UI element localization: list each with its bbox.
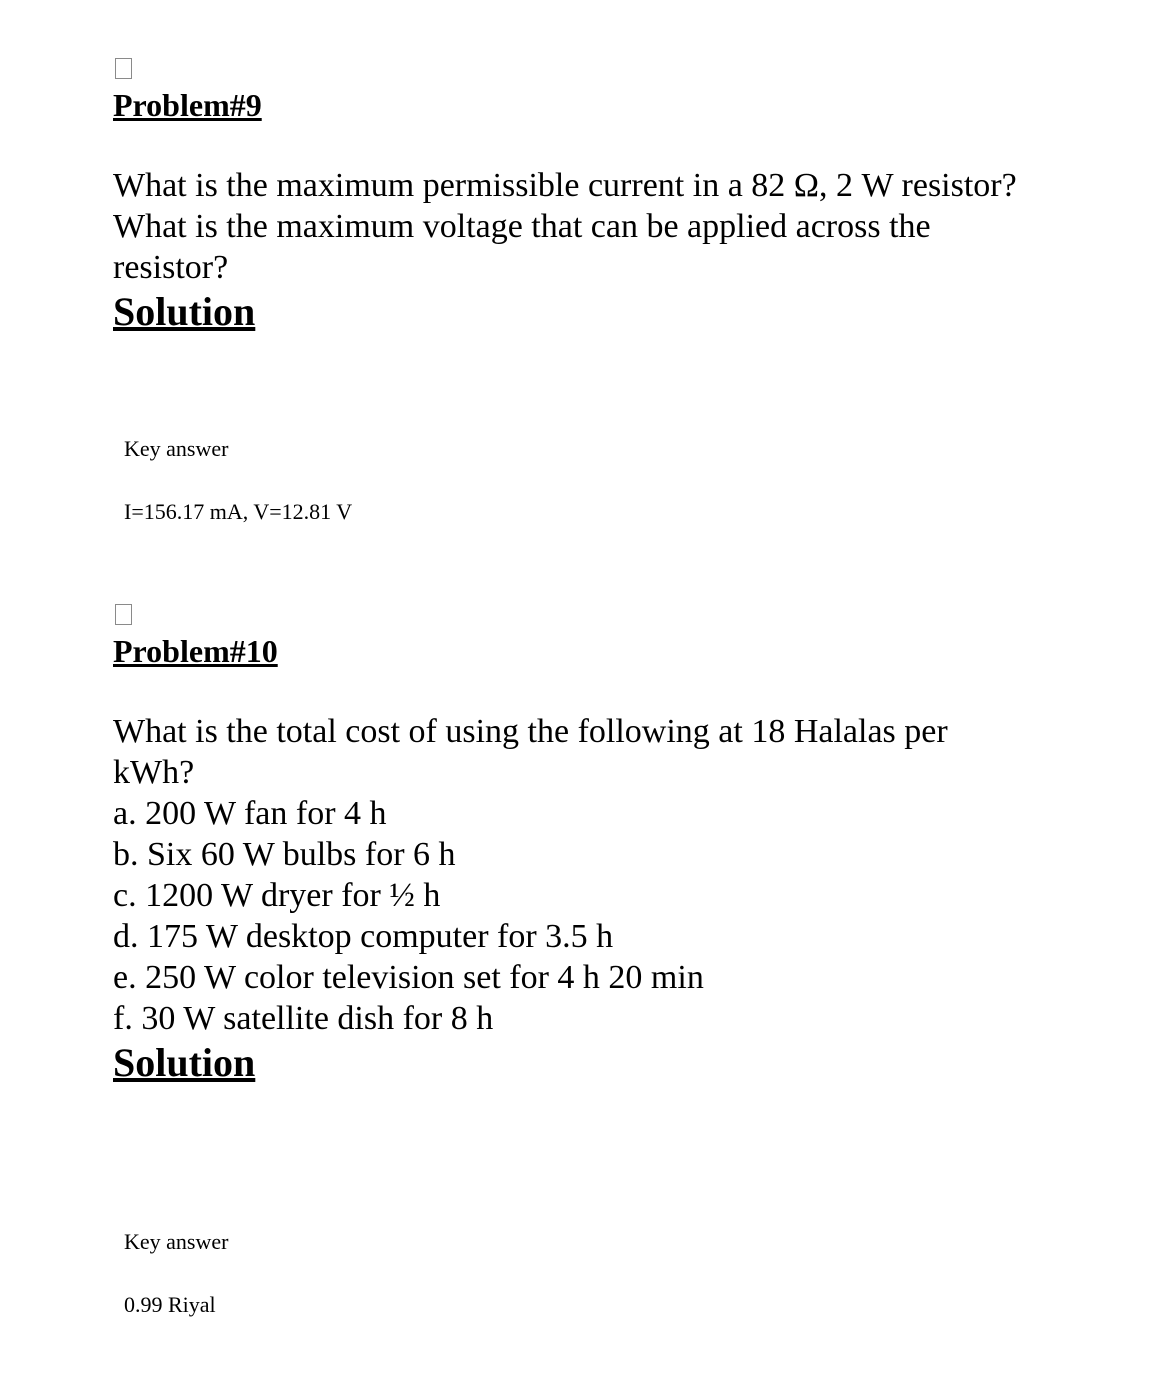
problem-10-key-label: Key answer [124,1229,229,1254]
problem-9-key-value: I=156.17 mA, V=12.81 V [124,499,353,524]
problem-10-checkbox[interactable] [115,604,132,625]
question-item: d. 175 W desktop computer for 3.5 h [113,918,614,955]
problem-9-title: Problem#9 [113,87,262,123]
spacer [113,1255,1113,1292]
question-item: f. 30 W satellite dish for 8 h [113,1000,494,1037]
spacer [113,336,1113,436]
question-line: What is the maximum permissible current in a 82 Ω, 2 W resistor? [113,167,1017,204]
question-line: resistor? [113,249,229,286]
question-item: b. Six 60 W bulbs for 6 h [113,836,456,873]
problem-9-key-label: Key answer [124,436,229,461]
spacer [113,1087,1113,1229]
question-item: c. 1200 W dryer for ½ h [113,877,441,914]
question-item: e. 250 W color television set for 4 h 20 min [113,959,704,996]
problem-9-solution-heading: Solution [113,289,256,334]
question-item: a. 200 W fan for 4 h [113,795,387,832]
question-line: What is the maximum voltage that can be applied across the [113,208,931,245]
spacer [113,462,1113,499]
problem-9-checkbox[interactable] [115,58,132,79]
problem-10-section [113,604,1113,1318]
problem-10-title: Problem#10 [113,633,278,669]
question-line: What is the total cost of using the following at 18 Halalas per [113,713,948,750]
spacer [113,671,1113,711]
question-line: kWh? [113,754,195,791]
spacer [113,125,1113,165]
problem-9-section [113,58,1113,525]
problem-10-solution-heading: Solution [113,1040,256,1085]
problem-10-key-value: 0.99 Riyal [124,1292,216,1317]
problem-9-question [113,165,1113,288]
problem-10-question [113,711,1113,1039]
